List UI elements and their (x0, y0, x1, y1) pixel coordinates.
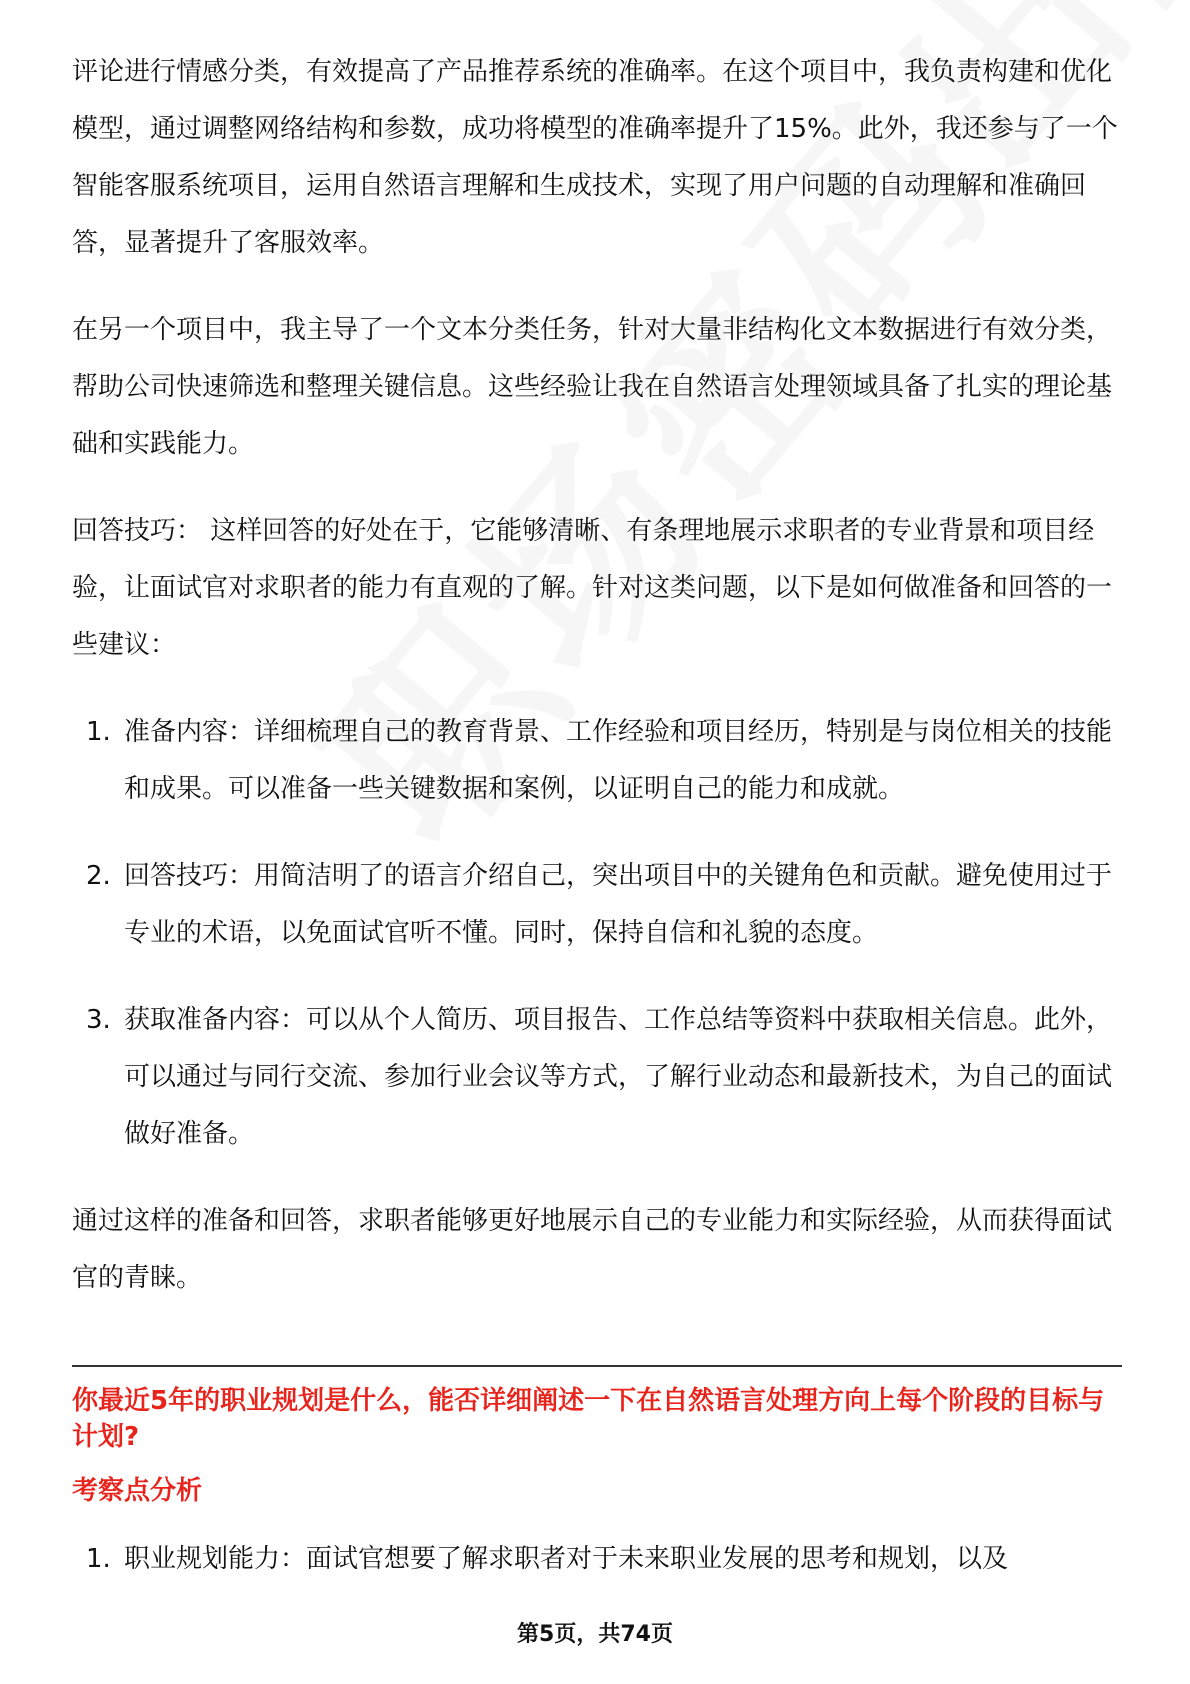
paragraph-conclusion: 通过这样的准备和回答，求职者能够更好地展示自己的专业能力和实际经验，从而获得面试官的青睐。 (72, 1206, 1113, 1293)
page-content (72, 44, 1122, 1618)
page-footer: 第5页，共74页 (517, 1622, 673, 1647)
tips-list (72, 704, 1122, 1163)
interview-question: 你最近5年的职业规划是什么，能否详细阐述一下在自然语言处理方向上每个阶段的目标与计划? (72, 1386, 1105, 1452)
list-number: 1. (86, 1544, 111, 1574)
list-item-text: 职业规划能力：面试官想要了解求职者对于未来职业发展的思考和规划，以及 (124, 1544, 1009, 1574)
list-item (72, 704, 1122, 818)
paragraph-answer-tips: 回答技巧： 这样回答的好处在于，它能够清晰、有条理地展示求职者的专业背景和项目经验，让面试官对求职者的能力有直观的了解。针对这类问题，以下是如何做准备和回答的一些建议： (72, 516, 1113, 660)
paragraph-project-experience: 评论进行情感分类，有效提高了产品推荐系统的准确率。在这个项目中，我负责构建和优化模型，通过调整网络结构和参数，成功将模型的准确率提升了15%。此外，我还参与了一个智能客服系统项目，运用自然语言理解和生成技术，实现了用户问题的自动理解和准确回答，显著提升了客服效率。 (72, 57, 1118, 258)
list-item (72, 848, 1122, 962)
list-number: 3. (86, 1005, 111, 1035)
list-item (72, 1531, 1122, 1588)
list-item (72, 992, 1122, 1163)
paragraph-text-classification: 在另一个项目中，我主导了一个文本分类任务，针对大量非结构化文本数据进行有效分类，帮助公司快速筛选和整理关键信息。这些经验让我在自然语言处理领域具备了扎实的理论基础和实践能力。 (72, 315, 1113, 459)
section-divider (72, 1365, 1122, 1367)
list-item-text: 回答技巧：用简洁明了的语言介绍自己，突出项目中的关键角色和贡献。避免使用过于专业的术语，以免面试官听不懂。同时，保持自信和礼貌的态度。 (124, 861, 1113, 948)
list-number: 2. (86, 861, 111, 891)
list-item-text: 获取准备内容：可以从个人简历、项目报告、工作总结等资料中获取相关信息。此外，可以通过与同行交流、参加行业会议等方式，了解行业动态和最新技术，为自己的面试做好准备。 (124, 1005, 1113, 1149)
list-item-text: 准备内容：详细梳理自己的教育背景、工作经验和项目经历，特别是与岗位相关的技能和成果。可以准备一些关键数据和案例，以证明自己的能力和成就。 (124, 717, 1113, 804)
analysis-heading: 考察点分析 (72, 1476, 203, 1506)
list-number: 1. (86, 717, 111, 747)
analysis-list (72, 1531, 1122, 1588)
